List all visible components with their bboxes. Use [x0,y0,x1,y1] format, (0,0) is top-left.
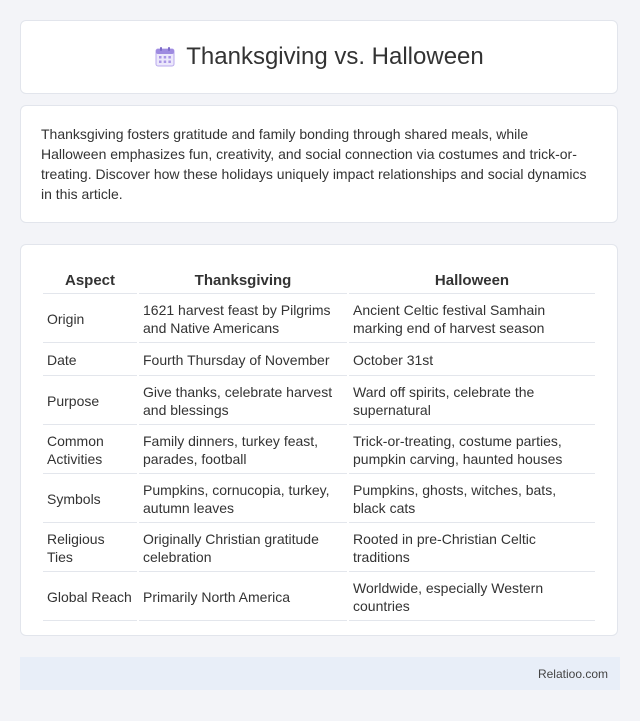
intro-text: Thanksgiving fosters gratitude and family bonding through shared meals, while Halloween emphasizes fun, creativity, and social connection via costumes and trick-or-treating. Discover how these holidays uniquely impact relationships and social dynamics in this article. [41,126,587,202]
column-header-aspect: Aspect [43,267,137,294]
table-row [43,427,595,474]
aspect-cell: Symbols [43,476,137,523]
halloween-cell: Rooted in pre-Christian Celtic traditions [349,525,595,572]
intro-card [20,105,618,223]
page-title: Thanksgiving vs. Halloween [186,43,484,70]
comparison-card [20,244,618,636]
column-header-halloween: Halloween [349,267,595,294]
footer [20,657,620,690]
aspect-cell: Religious Ties [43,525,137,572]
aspect-cell: Date [43,345,137,376]
halloween-cell: Worldwide, especially Western countries [349,574,595,621]
title-card [20,20,618,94]
thanksgiving-cell: Originally Christian gratitude celebration [139,525,347,572]
table-row [43,296,595,343]
halloween-cell: Pumpkins, ghosts, witches, bats, black cats [349,476,595,523]
table-row [43,345,595,376]
calendar-icon [154,46,176,68]
comparison-table [41,265,597,623]
footer-brand: Relatioo.com [537,666,608,681]
table-row [43,378,595,425]
halloween-cell: Trick-or-treating, costume parties, pumpkin carving, haunted houses [349,427,595,474]
column-header-thanksgiving: Thanksgiving [139,267,347,294]
thanksgiving-cell: Fourth Thursday of November [139,345,347,376]
aspect-cell: Origin [43,296,137,343]
thanksgiving-cell: Pumpkins, cornucopia, turkey, autumn leaves [139,476,347,523]
halloween-cell: Ward off spirits, celebrate the supernatural [349,378,595,425]
table-row [43,476,595,523]
thanksgiving-cell: 1621 harvest feast by Pilgrims and Native Americans [139,296,347,343]
aspect-cell: Common Activities [43,427,137,474]
aspect-cell: Purpose [43,378,137,425]
aspect-cell: Global Reach [43,574,137,621]
halloween-cell: October 31st [349,345,595,376]
thanksgiving-cell: Family dinners, turkey feast, parades, football [139,427,347,474]
halloween-cell: Ancient Celtic festival Samhain marking end of harvest season [349,296,595,343]
table-row [43,525,595,572]
thanksgiving-cell: Primarily North America [139,574,347,621]
table-row [43,574,595,621]
thanksgiving-cell: Give thanks, celebrate harvest and blessings [139,378,347,425]
